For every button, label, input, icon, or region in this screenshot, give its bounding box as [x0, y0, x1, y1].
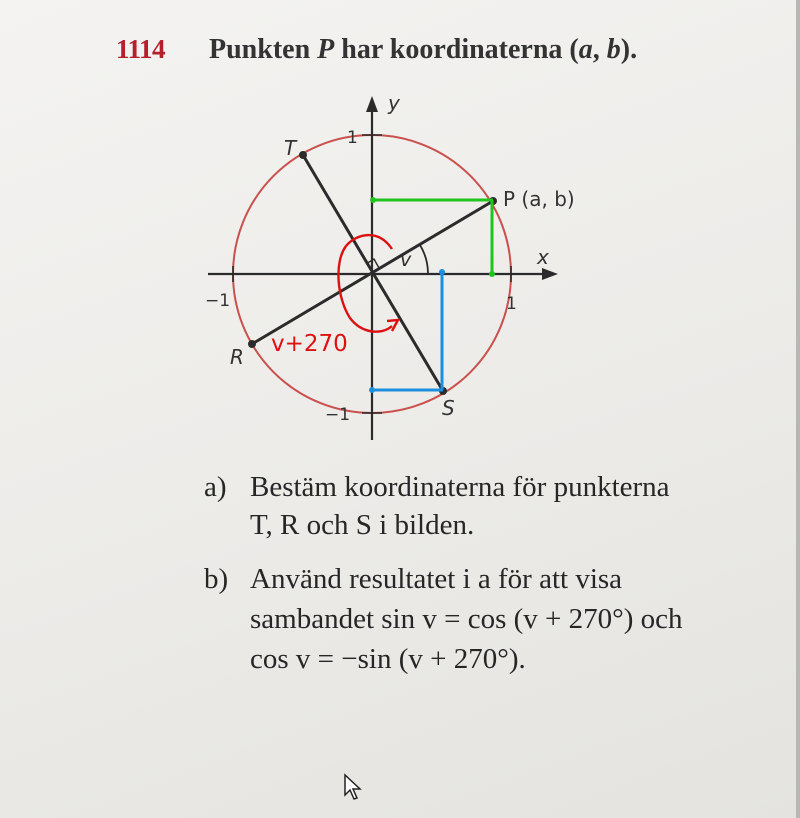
point-r-label: R	[230, 345, 244, 369]
problem-number: 1114	[116, 34, 166, 64]
point-t-dot	[299, 151, 307, 159]
x-axis-arrow	[542, 268, 558, 280]
blue-dot-x	[439, 269, 445, 275]
question-a-line1: Bestäm koordinaterna för punkterna	[250, 471, 670, 503]
question-b-line1: Använd resultatet i a för att visa	[250, 563, 623, 595]
annotation-v270: v+270	[271, 331, 348, 357]
x-axis-label: x	[537, 245, 549, 269]
tick-label-x-neg: −1	[205, 291, 231, 311]
question-b-line2: sambandet sin v = cos (v + 270°) och	[250, 603, 683, 635]
angle-v-label: v	[400, 249, 412, 271]
title-var-p: P	[317, 34, 335, 65]
blue-dot-y	[369, 387, 375, 393]
point-r-dot	[248, 340, 256, 348]
tick-label-y-pos: 1	[347, 128, 358, 148]
tick-label-y-neg: −1	[325, 405, 351, 425]
point-p-label: P (a, b)	[503, 187, 575, 211]
title-var-a: a	[578, 34, 593, 65]
y-axis-label: y	[388, 91, 400, 115]
title-prefix: Punkten	[209, 34, 318, 65]
title-var-b: b	[606, 34, 621, 65]
green-dot-y	[370, 197, 376, 203]
question-a-letter: a)	[204, 471, 227, 503]
mouse-cursor-icon	[343, 773, 363, 803]
angle-arc-v	[420, 245, 428, 274]
tick-label-x-pos: 1	[506, 294, 517, 314]
question-b-line3: cos v = −sin (v + 270°).	[250, 643, 526, 675]
point-t-label: T	[284, 136, 297, 160]
point-s-label: S	[442, 396, 455, 420]
green-dot-x	[489, 271, 495, 277]
question-a-line2: T, R och S i bilden.	[250, 509, 475, 541]
title-end: ).	[620, 34, 638, 65]
title-comma: ,	[592, 34, 607, 65]
title-mid: har koordinaterna (	[334, 34, 579, 65]
y-axis-arrow	[366, 96, 378, 112]
red-angle-arc	[338, 235, 392, 332]
question-b-letter: b)	[204, 563, 229, 595]
